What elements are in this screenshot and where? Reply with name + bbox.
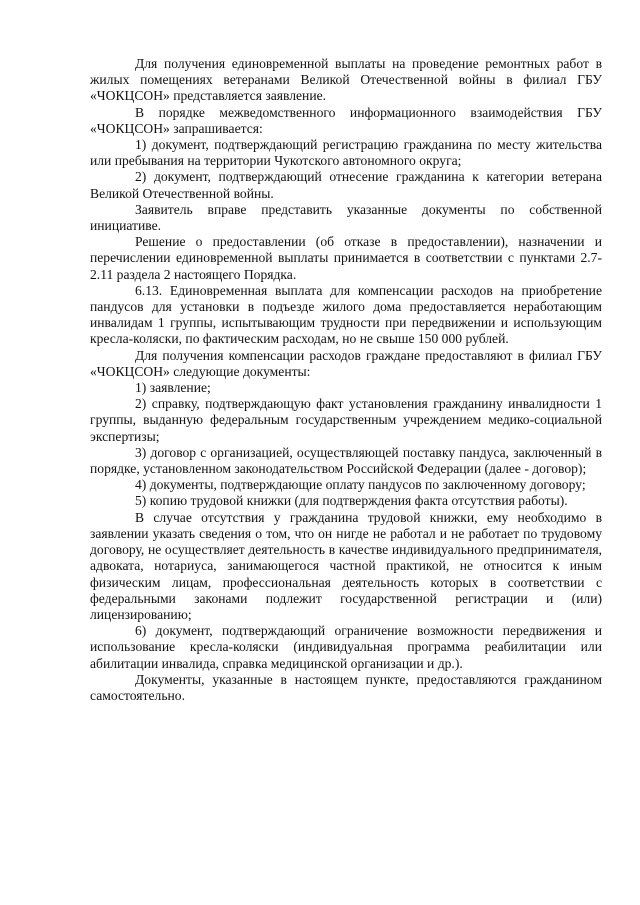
paragraph-decision: Решение о предоставлении (об отказе в предоставлении), назначении и перечислении единовременной выплаты принимается в соответствии с пунктами 2.7-2.11 раздела 2 настоящего Порядка. — [90, 234, 602, 282]
paragraph-own-initiative: Заявитель вправе представить указанные документы по собственной инициативе. — [90, 201, 602, 234]
paragraph-documents-intro: Для получения компенсации расходов граждане предоставляют в филиал ГБУ «ЧОКЦСОН» следующие документы: — [90, 347, 602, 379]
list-item-employment-record: 5) копию трудовой книжки (для подтверждения факта отсутствия работы). — [135, 493, 568, 509]
paragraph-section-6-13: 6.13. Единовременная выплата для компенсации расходов на приобретение пандусов для установки в подъезде жилого дома предоставляется неработающим инвалидам 1 группы, испытывающим трудности при передвижении и использующим кресла-коляски, по фактическим расходам, но не свыше 150 000 рублей. — [90, 282, 602, 347]
list-item-veteran-document: 2) документ, подтверждающий отнесение гражданина к категории ветерана Великой Отечественной войны. — [90, 169, 602, 201]
list-item-registration-document: 1) документ, подтверждающий регистрацию гражданина по месту жительства или пребывания на территории Чукотского автономного округа; — [90, 137, 602, 169]
paragraph-application-repair: Для получения единовременной выплаты на проведение ремонтных работ в жилых помещениях ветеранами Великой Отечественной войны в филиал ГБУ «ЧОКЦСОН» представляется заявление. — [90, 56, 602, 104]
list-item-payment-documents: 4) документы, подтверждающие оплату пандусов по заключенному договору; — [135, 477, 586, 493]
paragraph-interagency-request: В порядке межведомственного информационного взаимодействия ГБУ «ЧОКЦСОН» запрашивается: — [90, 104, 602, 136]
paragraph-no-employment-record: В случае отсутствия у гражданина трудовой книжки, ему необходимо в заявлении указать сведения о том, что он нигде не работал и не работает по трудовому договору, не осуществляет деятельность в качестве индивидуального предпринимателя, адвоката, нотариуса, занимающегося частной практикой, не относится к иным физическим лицам, профессиональная деятельность которых в соответствии с федеральными законами подлежит государственной регистрации и (или) лицензированию; — [90, 509, 602, 622]
list-item-application: 1) заявление; — [135, 380, 211, 396]
list-item-contract: 3) договор с организацией, осуществляющей поставку пандуса, заключенный в порядке, установленном законодательством Российской Федерации (далее - договор); — [90, 444, 602, 477]
paragraph-self-submission: Документы, указанные в настоящем пункте, предоставляются гражданином самостоятельно. — [90, 671, 602, 703]
list-item-mobility-document: 6) документ, подтверждающий ограничение возможности передвижения и использование кресла-коляски (индивидуальная программа реабилитации или абилитации инвалида, справка медицинской организации и др.). — [90, 623, 602, 671]
list-item-disability-certificate: 2) справку, подтверждающую факт установления гражданину инвалидности 1 группы, выданную федеральным государственным учреждением медико-социальной экспертизы; — [90, 396, 602, 444]
